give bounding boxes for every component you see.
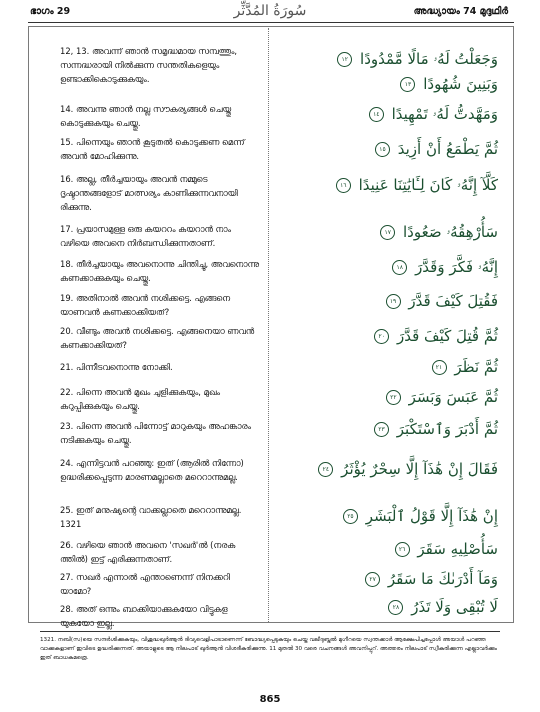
verse-text: പിന്നെ അവൻ മുഖം ചുളിക്കുകയും, മുഖം കറുപ്പിക്കുകയും ചെയ്തു. [60,387,220,411]
arabic-verse-16 [275,176,510,206]
ayah-number-marker: ٢٧ [365,572,380,587]
arabic-text: وَجَعَلْتُ لَهُۥ مَالًا مَّمْدُودًا [360,50,498,68]
translation-28 [60,602,260,630]
translation-15 [60,135,260,163]
arabic-verse-20 [275,327,510,357]
arabic-text: ثُمَّ نَظَرَ [454,358,498,376]
verse-number: 14. [60,104,74,114]
page-header [0,0,540,24]
ayah-number-marker: ٢٣ [374,422,389,437]
verse-text: പിന്നെയും ഞാൻ കൂടുതൽ കൊടുക്കണ മെന്ന് അവൻ മോഹിക്കുന്നു. [60,137,245,161]
ayah-number-marker: ١٩ [386,294,401,309]
ayah-number-marker: ٢٦ [395,542,410,557]
ayah-number-marker: ١٦ [336,178,351,193]
part-label: ഭാഗം 29 [30,6,71,17]
verse-text: പിന്നെ അവൻ പിന്നോട്ട് മാറുകയും അഹങ്കാരം നടിക്കുകയും ചെയ്തു. [60,421,251,445]
verse-text: അത് ഒന്നും ബാക്കിയാക്കുകയോ വിട്ടുകള യുകയോ ഇല്ല. [60,604,228,628]
arabic-text: ثُمَّ عَبَسَ وَبَسَرَ [408,388,498,406]
ayah-number-marker: ٢٨ [388,600,403,615]
verse-number: 26. [60,540,74,550]
header-rule [28,22,514,23]
ayah-number-marker: ٢٢ [386,390,401,405]
column-divider [268,28,269,622]
arabic-text: ثُمَّ قُتِلَ كَيْفَ قَدَّرَ [396,327,498,345]
verse-number: 24. [60,458,74,468]
arabic-text: ثُمَّ أَدْبَرَ وَٱسْتَكْبَرَ [396,420,498,438]
verse-number: 27. [60,572,74,582]
arabic-verse-18 [275,258,510,288]
arabic-text: فَقَالَ إِنْ هَٰذَآ إِلَّا سِحْرٌ يُؤْثَرُ [341,460,498,478]
translation-17 [60,222,260,250]
arabic-text: سَأُصْلِيهِ سَقَرَ [417,540,498,558]
arabic-text: كَلَّآ إِنَّهُۥ كَانَ لِـَٔايَٰتِنَا عَنِيدًا [358,176,498,194]
verse-text: അവന്നു ഞാൻ നല്ല സൗകര്യങ്ങൾ ചെയ്തു കൊടുക്കുകയും ചെയ്തു. [60,104,232,128]
footnote: 1321. നബി(സ)യെ സന്ദർശിക്കുകയും, വിശുദ്ധഖുർആൻ ദിവ്യവെളിപാടാണെന്ന് ബോദ്ധ്യപ്പെടുകയും ചെയ്ത വലീദുബ്നുൽ മുഗീറയെ സ്വന്തക്കാർ ആക്ഷേപിച്ചപ്പോൾ അയാൾ പറഞ്ഞ വാക്കുകളാണ് ഇവിടെ ഉദ്ധരിക്കുന്നത്. അയാളുടെ ആ നിലപാട് ഖുർആൻ വിശദീകരിക്കുന്നു. 11 മുതൽ 30 വരെ വചനങ്ങൾ അവനിപ്പുറ്. അത്തരം നിലപാട് സ്വീകരിക്കുന്ന എല്ലാവർക്കും ഇത് ബാധകമത്രെ. [40,637,497,661]
ayah-number-marker: ١٢ [337,52,352,67]
verse-number: 25. [60,505,74,515]
ayah-number-marker: ١٨ [392,260,407,275]
arabic-text: فَقُتِلَ كَيْفَ قَدَّرَ [408,292,498,310]
arabic-verse-17 [275,223,510,253]
arabic-text: وَمَهَّدتُّ لَهُۥ تَمْهِيدًا [391,105,498,123]
arabic-text: إِنْ هَٰذَآ إِلَّا قَوْلُ ٱلْبَشَرِ [365,507,498,525]
translation-23 [60,419,260,447]
translation-27 [60,570,260,598]
arabic-verse-27 [275,570,510,600]
ayah-number-marker: ٢١ [432,360,447,375]
verse-text: വീണ്ടും അവൻ നശിക്കട്ടെ. എങ്ങനെയാ ണവൻ കണക്കാക്കിയത്? [60,326,255,350]
verse-number: 22. [60,387,74,397]
arabic-text: إِنَّهُۥ فَكَّرَ وَقَدَّرَ [415,258,498,276]
arabic-verse-23 [275,420,510,450]
verse-text: ഇത് മനുഷ്യന്റെ വാക്കല്ലാതെ മറെറാന്നുമല്ല. 1321 [60,505,242,529]
ayah-number-marker: ١٥ [375,142,390,157]
translation-21 [60,360,260,374]
translation-26 [60,538,260,566]
translation-24 [60,456,260,484]
translation-12-13 [60,44,260,86]
arabic-verse-22 [275,388,510,418]
translation-19 [60,291,260,319]
arabic-verse-19 [275,292,510,322]
ayah-number-marker: ٢٠ [374,329,389,344]
verse-number: 21. [60,362,74,372]
verse-number: 23. [60,421,74,431]
translation-14 [60,102,260,130]
translation-22 [60,385,260,413]
verse-number: 19. [60,293,74,303]
surah-title: سُورَةُ المُدَّثِّر [233,3,307,19]
verse-number: 18. [60,259,74,269]
footnote-rule [40,631,500,632]
verse-text: അല്ല, തീർച്ചയായും അവൻ നമ്മുടെ ദൃഷ്ടാന്തങ്ങളോട് മാത്സര്യം കാണിക്കുന്നവനായി രിക്കുന്നു. [60,174,238,212]
verse-number: 17. [60,224,74,234]
verse-number: 12, 13. [60,46,90,56]
arabic-verse-24 [275,460,510,490]
chapter-label: അദ്ധ്യായം 74 മുദ്ദഥിർ [413,6,508,17]
arabic-verse-13 [275,75,510,105]
verse-text: അവന്ന് ഞാൻ സമൃദ്ധമായ സമ്പത്തും, സന്നദ്ധരായി നിൽക്കുന്ന സന്തതികളെയും ഉണ്ടാക്കികൊടുക്കുകയും. [60,46,238,84]
verse-text: തീർച്ചയായും അവനൊന്നു ചിന്തിച്ചു, അവനൊന്നു കണക്കാക്കുകയും ചെയ്തു. [60,259,259,283]
verse-text: എന്നിട്ടവൻ പറഞ്ഞു: ഇത് (ആരിൽ നിന്നോ) ഉദ്ധരിക്കപ്പെടുന്ന മാരണമല്ലാതെ മറെറാന്നുമല്ല. [60,458,244,482]
ayah-number-marker: ١٧ [380,225,395,240]
ayah-number-marker: ١٤ [369,107,384,122]
ayah-number-marker: ٢٥ [343,509,358,524]
verse-number: 15. [60,137,74,147]
arabic-text: وَبَنِينَ شُهُودًا [423,75,498,93]
translation-18 [60,257,260,285]
arabic-text: ثُمَّ يَطْمَعُ أَنْ أَزِيدَ [397,140,498,158]
arabic-verse-15 [275,140,510,170]
verse-text: പ്രയാസമുള്ള ഒരു കയററം കയറാൻ നാം വഴിയെ അവനെ നിർബന്ധിക്കുന്നതാണ്. [60,224,231,248]
translation-16 [60,172,260,214]
ayah-number-marker: ٢٤ [318,462,333,477]
verse-text: പിന്നീടവനൊന്നു നോക്കി. [76,362,173,372]
verse-number: 20. [60,326,74,336]
ayah-number-marker: ١٣ [400,77,415,92]
arabic-text: لَا تُبْقِى وَلَا تَذَرُ [411,598,498,616]
verse-text: വഴിയെ ഞാൻ അവനെ 'സഖർ'ൽ (നരക ത്തിൽ) ഇട്ട് എരിക്കുന്നതാണ്. [60,540,236,564]
arabic-text: سَأُرْهِقُهُۥ صَعُودًا [402,223,498,241]
verse-number: 16. [60,174,74,184]
verse-number: 28. [60,604,74,614]
arabic-verse-28 [275,598,510,628]
arabic-text: وَمَآ أَدْرَىٰكَ مَا سَقَرُ [387,570,498,588]
verse-text: സഖർ എന്നാൽ എന്താണെന്ന് നിനക്കറി യാമോ? [60,572,230,596]
verse-text: അതിനാൽ അവൻ നശിക്കട്ടെ. എങ്ങനെ യാണവൻ കണക്കാക്കിയത്? [60,293,231,317]
arabic-verse-26 [275,540,510,570]
translation-25 [60,503,260,531]
arabic-verse-25 [275,507,510,537]
arabic-verse-21 [275,358,510,388]
translation-20 [60,324,260,352]
page-number: 865 [259,694,281,705]
arabic-verse-14 [275,105,510,135]
